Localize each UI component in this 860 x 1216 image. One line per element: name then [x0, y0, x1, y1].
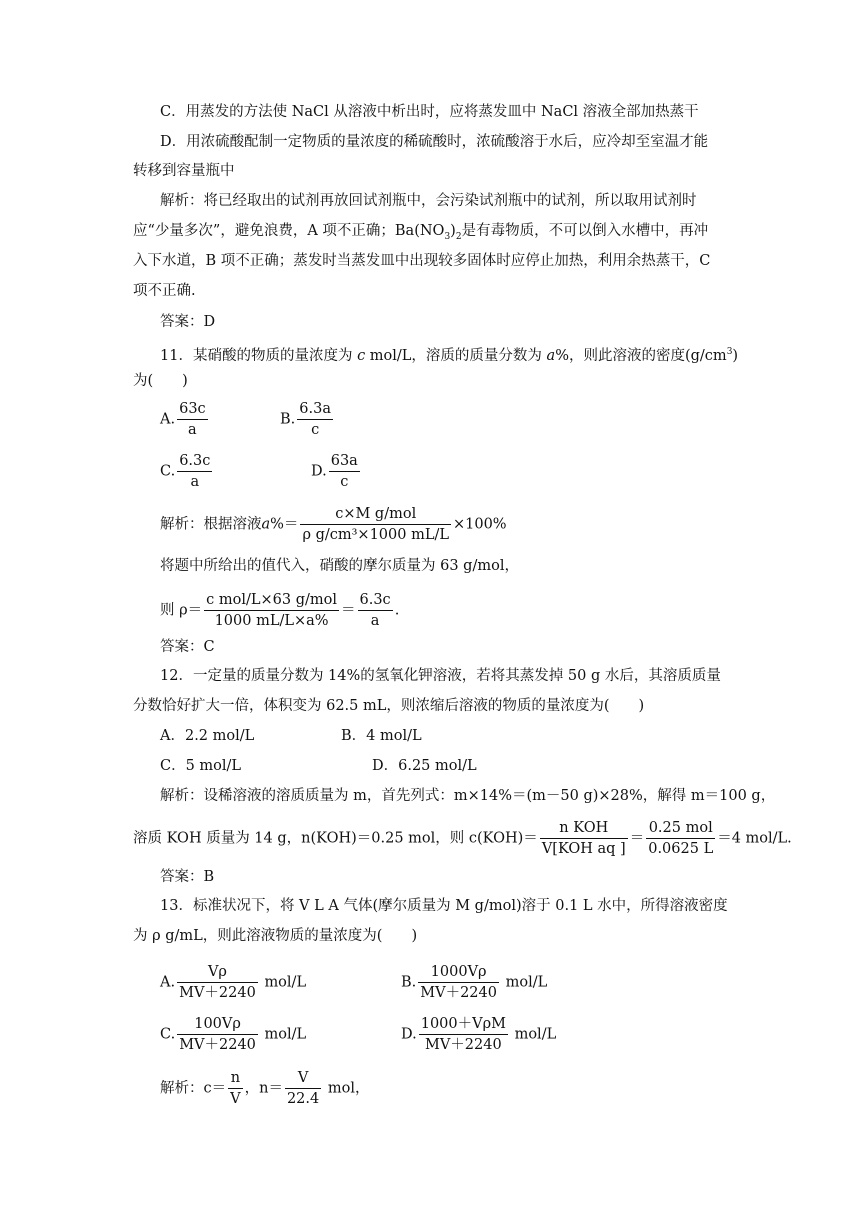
analysis-q13-line1	[160, 1068, 369, 1109]
analysis-text: 则 ρ＝	[160, 602, 203, 619]
analysis-q10-line4: 项不正确.	[133, 283, 196, 299]
option-b-q13	[401, 962, 547, 1003]
denominator: V[KOH aq ]	[541, 841, 626, 857]
numerator: Vρ	[177, 962, 258, 983]
question-11-line2: 为( )	[133, 373, 188, 389]
option-a-q12: A．2.2 mol/L	[160, 728, 255, 744]
numerator: n KOH	[540, 818, 628, 839]
option-c-q12: C．5 mol/L	[160, 758, 242, 774]
analysis-q10-line2: 应“少量多次”，避免浪费，A 项不正确；$Ba(NO_3)_2$是有毒物质，不可以倒入水槽中，再冲	[133, 223, 709, 242]
fraction	[177, 1014, 258, 1055]
option-c-q11	[160, 451, 214, 492]
analysis-text: %＝	[270, 516, 299, 533]
analysis-text: 解析：根据溶液	[160, 516, 262, 533]
analysis-q11-line1	[160, 504, 507, 545]
fraction	[285, 1068, 321, 1109]
analysis-q12-line1: 解析：设稀溶液的溶质质量为 m，首先列式：m×14%＝(m－50 g)×28%，解得 m＝100 g，	[160, 788, 776, 804]
analysis-text: .	[394, 602, 400, 619]
fraction	[297, 399, 333, 440]
numerator: 1000＋VρM	[419, 1014, 508, 1035]
question-text: 11．某硝酸的物质的量浓度为	[160, 347, 353, 364]
numerator: 63c	[177, 399, 208, 420]
option-label: C.	[160, 463, 176, 480]
option-a-q11	[160, 399, 210, 440]
fraction	[329, 451, 360, 492]
option-label: C.	[160, 1026, 176, 1043]
analysis-text: 解析：c＝	[160, 1080, 227, 1097]
analysis-text: 应“少量多次”，避免浪费，A 项不正确；Ba(NO	[133, 223, 445, 239]
analysis-text: 溶质 KOH 质量为 14 g，n(KOH)＝0.25 mol，则 c(KOH)＝	[133, 830, 538, 847]
denominator: V	[230, 1091, 241, 1107]
option-a-q13	[160, 962, 306, 1003]
denominator: a	[370, 613, 380, 629]
variable: a	[546, 347, 556, 364]
option-c-q13	[160, 1014, 306, 1055]
denominator: ρ g/cm³×1000 mL/L	[302, 527, 449, 543]
unit: mol/L	[264, 1026, 307, 1043]
numerator: n	[228, 1068, 242, 1089]
option-d-q10-line1: D．用浓硫酸配制一定物质的量浓度的稀硫酸时，浓硫酸溶于水后，应冷却至室温才能	[160, 134, 709, 150]
numerator: 6.3a	[297, 399, 333, 420]
option-b-q11	[280, 399, 335, 440]
question-text: )	[732, 347, 739, 364]
denominator: 0.0625 L	[648, 841, 714, 857]
denominator: c	[311, 422, 320, 438]
fraction	[177, 399, 208, 440]
answer-q11: 答案：C	[160, 639, 215, 655]
subscript: 2	[455, 231, 462, 242]
option-label: B.	[401, 974, 417, 991]
variable: c	[357, 347, 366, 364]
analysis-text: ×100%	[452, 516, 507, 533]
question-text: mol/L，溶质的质量分数为	[369, 347, 542, 364]
numerator: c×M g/mol	[300, 504, 451, 525]
question-13-line1: 13．标准状况下，将 V L A 气体(摩尔质量为 M g/mol)溶于 0.1 L 水中，所得溶液密度	[160, 898, 728, 914]
numerator: 1000Vρ	[418, 962, 499, 983]
question-13-line2: 为 ρ g/mL，则此溶液物质的量浓度为( )	[133, 928, 418, 944]
analysis-q12-line2	[133, 818, 792, 859]
superscript: 3	[726, 347, 733, 357]
unit: mol/L	[514, 1026, 557, 1043]
fraction	[177, 451, 212, 492]
fraction	[419, 1014, 508, 1055]
numerator: 6.3c	[177, 451, 212, 472]
denominator: a	[188, 422, 197, 438]
numerator: 0.25 mol	[646, 818, 715, 839]
denominator: MV＋2240	[420, 985, 497, 1001]
option-d-q10-line2: 转移到容量瓶中	[133, 163, 235, 179]
denominator: MV＋2240	[179, 1037, 256, 1053]
question-12-line2: 分数恰好扩大一倍，体积变为 62.5 mL，则浓缩后溶液的物质的量浓度为( )	[133, 698, 645, 714]
analysis-text: ，n＝	[244, 1080, 283, 1097]
fraction	[540, 818, 628, 859]
numerator: 6.3c	[358, 590, 393, 611]
variable: a	[261, 516, 271, 533]
unit: mol/L	[505, 974, 548, 991]
analysis-text: ＝	[341, 602, 356, 619]
numerator: V	[285, 1068, 321, 1089]
fraction	[204, 590, 339, 631]
analysis-text: ＝4 mol/L.	[717, 830, 792, 847]
fraction	[418, 962, 499, 1003]
question-12-line1: 12．一定量的质量分数为 14%的氢氧化钾溶液，若将其蒸发掉 50 g 水后，其溶质质量	[160, 668, 721, 684]
option-d-q13	[401, 1014, 556, 1055]
analysis-q10-line3: 入下水道，B 项不正确；蒸发时当蒸发皿中出现较多固体时应停止加热，利用余热蒸干，C	[133, 253, 711, 269]
answer-q12: 答案：B	[160, 869, 215, 885]
question-text: %，则此溶液的密度(g/cm	[555, 347, 727, 364]
analysis-q11-line3	[160, 590, 399, 631]
analysis-text: ＝	[629, 830, 645, 847]
analysis-q10-line1: 解析：将已经取出的试剂再放回试剂瓶中，会污染试剂瓶中的试剂，所以取用试剂时	[160, 193, 697, 209]
fraction	[228, 1068, 242, 1109]
numerator: 63a	[329, 451, 360, 472]
option-label: B.	[280, 411, 296, 428]
analysis-text: 是有毒物质，不可以倒入水槽中，再冲	[461, 223, 709, 239]
option-label: A.	[160, 974, 176, 991]
denominator: a	[190, 474, 200, 490]
fraction	[646, 818, 715, 859]
answer-q10: 答案：D	[160, 314, 216, 330]
option-c-q10: C．用蒸发的方法使 NaCl 从溶液中析出时，应将蒸发皿中 NaCl 溶液全部加热蒸干	[160, 104, 699, 120]
numerator: 100Vρ	[177, 1014, 258, 1035]
fraction	[358, 590, 393, 631]
option-b-q12: B．4 mol/L	[341, 728, 422, 744]
denominator: MV＋2240	[424, 1037, 502, 1053]
numerator: c mol/L×63 g/mol	[204, 590, 339, 611]
fraction	[300, 504, 451, 545]
denominator: 22.4	[286, 1091, 320, 1107]
denominator: c	[340, 474, 349, 490]
analysis-q11-line2: 将题中所给出的值代入，硝酸的摩尔质量为 63 g/mol，	[160, 558, 519, 574]
unit: mol/L	[264, 974, 307, 991]
denominator: MV＋2240	[179, 985, 256, 1001]
option-d-q11	[311, 451, 362, 492]
fraction	[177, 962, 258, 1003]
option-label: D.	[401, 1026, 417, 1043]
option-d-q12: D．6.25 mol/L	[372, 758, 477, 774]
option-label: A.	[160, 411, 176, 428]
subscript: 3	[444, 231, 451, 242]
analysis-text: mol，	[327, 1080, 370, 1097]
denominator: 1000 mL/L×a%	[214, 613, 329, 629]
option-label: D.	[311, 463, 327, 480]
question-11-line1	[160, 341, 738, 367]
